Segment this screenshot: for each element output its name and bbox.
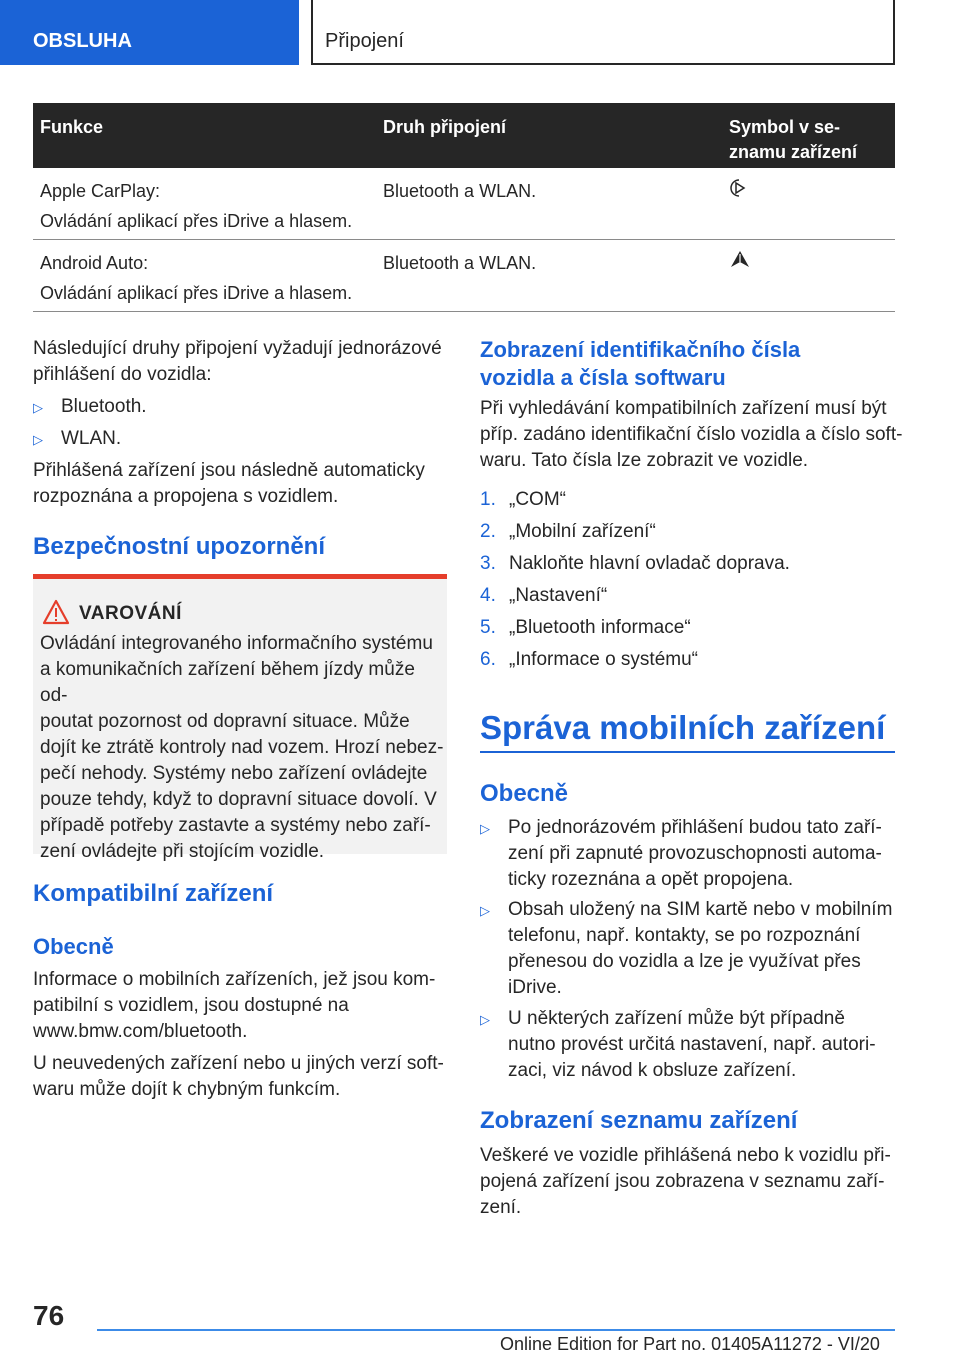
other-versions-text: U neuvedených zařízení nebo u jiných verzí soft- waru může dojít k chybným funkcím. bbox=[33, 1053, 444, 1100]
col-header-connection: Druh připojení bbox=[383, 117, 506, 137]
table-row bbox=[33, 168, 895, 240]
general-heading: Obecně bbox=[480, 780, 569, 807]
triangle-bullet-icon: ▷ bbox=[480, 1012, 490, 1027]
warning-bar bbox=[33, 574, 447, 579]
carplay-icon bbox=[729, 177, 889, 207]
safety-heading: Bezpečnostní upozornění bbox=[33, 533, 326, 560]
cell-function: Apple CarPlay: Ovládání aplikací přes iDrive a hlasem. bbox=[40, 181, 353, 231]
footer-rule bbox=[97, 1329, 895, 1331]
triangle-bullet-icon: ▷ bbox=[33, 400, 43, 415]
triangle-bullet-icon: ▷ bbox=[33, 432, 43, 447]
section-tab: OBSLUHA bbox=[0, 0, 299, 65]
list-item: ▷ Obsah uložený na SIM kartě nebo v mobilním telefonu, např. kontakty, se po rozpoznání přenesou do vozidla a lze je využívat přes iDrive. bbox=[480, 899, 893, 998]
cell-connection: Bluetooth a WLAN. bbox=[383, 181, 537, 201]
compat-heading: Kompatibilní zařízení bbox=[33, 880, 274, 907]
triangle-bullet-icon: ▷ bbox=[480, 903, 490, 918]
col-header-symbol: Symbol v se- znamu zařízení bbox=[729, 117, 858, 162]
page-number: 76 bbox=[33, 1300, 65, 1331]
compat-text: Informace o mobilních zařízeních, jež jsou kom- patibilní s vozidlem, jsou dostupné na www.bmw.com/bluetooth. bbox=[33, 969, 436, 1042]
list-item: ▷ Po jednorázovém přihlášení budou tato zaří- zení při zapnuté provozuschopnosti automa- ticky rozeznána a opět propojena. bbox=[480, 817, 882, 890]
heading-rule bbox=[480, 751, 895, 753]
warning-triangle-icon bbox=[42, 599, 70, 630]
edition-note: Online Edition for Part no. 01405A11272 - VI/20 bbox=[500, 1334, 880, 1354]
list-item: ▷ U některých zařízení může být případně nutno provést určitá nastavení, např. autori- zaci, viz návod k obsluze zařízení. bbox=[480, 1008, 876, 1081]
android-auto-icon bbox=[729, 249, 889, 277]
table-row bbox=[33, 240, 895, 312]
paired-text: Přihlášená zařízení jsou následně automaticky rozpoznána a propojena s vozidlem. bbox=[33, 460, 425, 507]
warning-box bbox=[33, 574, 447, 862]
id-heading: Zobrazení identifikačního čísla vozidla a čísla softwaru bbox=[480, 337, 801, 390]
id-text: Při vyhledávání kompatibilních zařízení musí být příp. zadáno identifikační číslo vozidla a číslo soft- waru. Tato čísla lze zobrazit ve vozidle. bbox=[480, 398, 903, 471]
manage-heading: Správa mobilních zařízení bbox=[480, 709, 886, 746]
list-item: ▷ WLAN. bbox=[33, 426, 433, 452]
general-heading: Obecně bbox=[33, 934, 114, 959]
table-header bbox=[33, 103, 895, 168]
device-list-heading: Zobrazení seznamu zařízení bbox=[480, 1107, 798, 1134]
cell-connection: Bluetooth a WLAN. bbox=[383, 253, 537, 273]
connection-table bbox=[33, 103, 895, 312]
cell-function: Android Auto: Ovládání aplikací přes iDrive a hlasem. bbox=[40, 253, 353, 303]
intro-text: Následující druhy připojení vyžadují jednorázové přihlášení do vozidla: bbox=[33, 338, 442, 385]
warning-text: Ovládání integrovaného informačního systému a komunikačních zařízení během jízdy může od- poutat pozornost od dopravní situace. Může dojít ke ztrátě kontroly nad vozem. Hrozí nebez- pečí nehody. Systémy nebo zařízení ovládejte pouze tehdy, když to dopravní situace dovolí. V případě potřeby zastavte a systémy nebo zaří- zení ovládejte při stojícím vozidle. bbox=[40, 633, 444, 862]
col-header-function: Funkce bbox=[40, 117, 104, 137]
page-title: Připojení bbox=[325, 30, 404, 52]
warning-title: VAROVÁNÍ bbox=[79, 603, 182, 624]
device-list-text: Veškeré ve vozidle přihlášená nebo k vozidlu při- pojená zařízení jsou zobrazena v seznamu zaří- zení. bbox=[480, 1145, 891, 1218]
triangle-bullet-icon: ▷ bbox=[480, 821, 490, 836]
list-item: ▷ Bluetooth. bbox=[33, 394, 433, 420]
